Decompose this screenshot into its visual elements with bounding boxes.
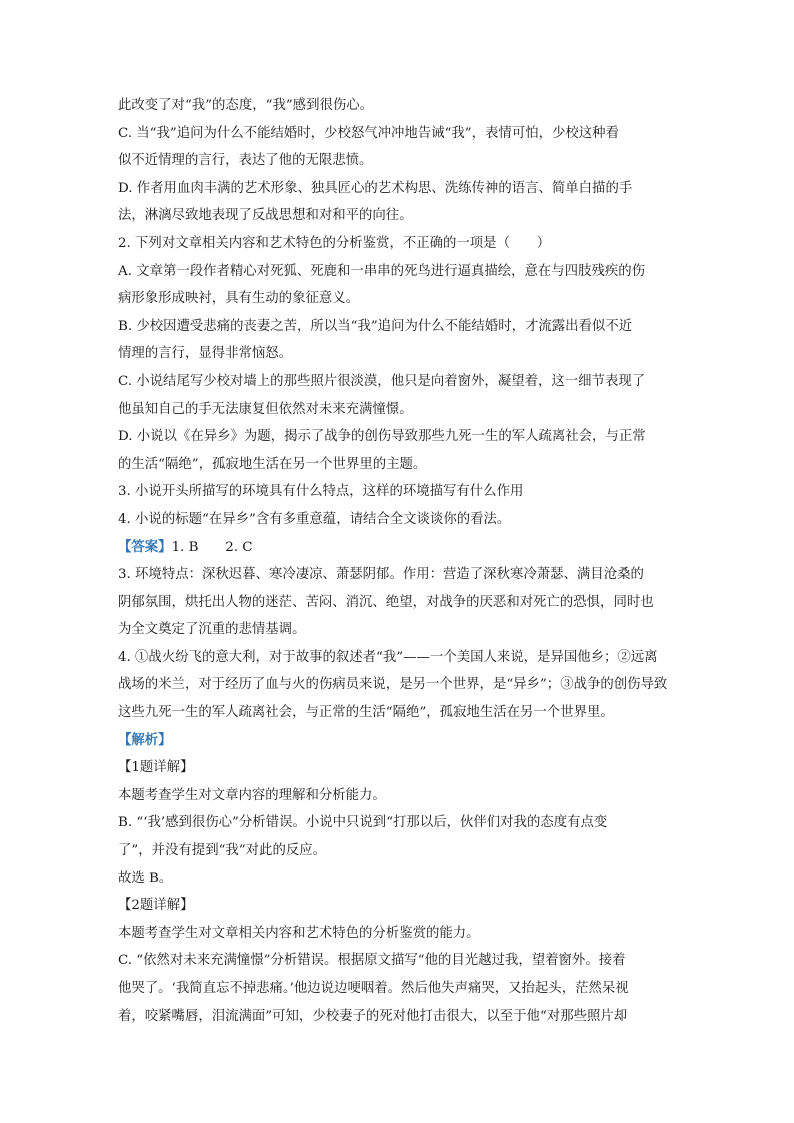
document-page (118, 92, 678, 1030)
question-4-line: 4. 小说的标题“在异乡”含有多重意蕴，请结合全文谈谈你的看法。 (118, 511, 511, 527)
analysis-text-line: B. “‘我’感到很伤心”分析错误。小说中只说到“打那以后，伙伴们对我的态度有点变 (118, 815, 608, 831)
analysis-text-line: 了”，并没有提到“我”对此的反应。 (118, 843, 327, 859)
question-3-line: 3. 小说开头所描写的环境具有什么特点，这样的环境描写有什么作用 (118, 484, 524, 500)
analysis-subheading: 【2题详解】 (118, 898, 194, 914)
option-c-line: C. 小说结尾写少校对墙上的那些照片很淡漠，他只是向着窗外，凝望着，这一细节表现了 (118, 373, 646, 389)
answer-block (118, 534, 678, 727)
text-line: 病形象形成映衬，具有生动的象征意义。 (118, 291, 360, 307)
text-line: 此改变了对“我”的态度，“我”感到很伤心。 (118, 98, 374, 113)
answer-label: 【答案】 (118, 538, 172, 555)
analysis-text-line: C. “依然对未来充满憧憬”分析错误。根据原文描写“他的目光越过我，望着窗外。接着 (118, 953, 626, 969)
analysis-block (118, 727, 678, 1031)
analysis-text-line: 本题考查学生对文章内容的理解和分析能力。 (118, 787, 386, 803)
analysis-text-line: 他哭了。‘我简直忘不掉悲痛。’他边说边哽咽着。然后他失声痛哭，又抬起头，茫然呆视 (118, 981, 629, 996)
option-c-line: C. 当“我”追问为什么不能结婚时，少校怒气冲冲地告诫“我”，表情可怕，少校这种看 (118, 125, 619, 141)
answer-text-line: 这些九死一生的军人疏离社会，与正常的生活“隔绝”，孤寂地生活在另一个世界里。 (118, 705, 614, 721)
text-line: 情理的言行，显得非常恼怒。 (118, 346, 293, 362)
option-d-line: D. 小说以《在异乡》为题，揭示了战争的创伤导致那些九死一生的军人疏离社会，与正常 (118, 429, 646, 445)
answer-text-line: 为全文奠定了沉重的悲情基调。 (118, 622, 306, 638)
option-b-line: B. 少校因遭受悲痛的丧妻之苦，所以当“我”追问为什么不能结婚时，才流露出看似不近 (118, 318, 633, 334)
text-line: 他虽知自己的手无法康复但依然对未来充满憧憬。 (118, 401, 413, 417)
analysis-text-line: 故选 B。 (118, 870, 173, 886)
analysis-label: 【解析】 (118, 731, 172, 748)
option-d-line: D. 作者用血肉丰满的艺术形象、独具匠心的艺术构思、洗练传神的语言、简单白描的手 (118, 180, 633, 196)
text-line: 法，淋漓尽致地表现了反战思想和对和平的向往。 (118, 208, 413, 224)
answer-text-line: 战场的米兰，对于经历了血与火的伤病员来说，是另一个世界，是“异乡”；③战争的创伤导致 (118, 677, 668, 693)
question-block (118, 92, 678, 534)
option-a-line: A. 文章第一段作者精心对死狐、死鹿和一串串的死鸟进行逼真描绘，意在与四肢残疾的伤 (118, 263, 646, 279)
answer-text-line: 4. ①战火纷飞的意大利，对于故事的叙述者“我”——一个美国人来说，是异国他乡；②远离 (118, 649, 658, 665)
question-2-line: 2. 下列对文章相关内容和艺术特色的分析鉴赏，不正确的一项是（ ） (118, 235, 551, 251)
analysis-text-line: 本题考查学生对文章相关内容和艺术特色的分析鉴赏的能力。 (118, 925, 480, 941)
analysis-subheading: 【1题详解】 (118, 760, 194, 776)
analysis-text-line: 着，咬紧嘴唇，泪流满面”可知，少校妻子的死对他打击很大，以至于他“对那些照片却 (118, 1008, 628, 1024)
answer-text-line: 3. 环境特点：深秋迟暮、寒冷凄凉、萧瑟阴郁。作用：营造了深秋寒冷萧瑟、满目沧桑的 (118, 567, 644, 583)
text-line: 的生活“隔绝”，孤寂地生活在另一个世界里的主题。 (118, 456, 427, 472)
text-line: 似不近情理的言行，表达了他的无限悲愤。 (118, 153, 373, 169)
answer-line (118, 534, 678, 562)
answer-choices: 1. B 2. C (171, 539, 253, 555)
answer-text-line: 阴郁氛围，烘托出人物的迷茫、苦闷、消沉、绝望，对战争的厌恶和对死亡的恐惧，同时也 (118, 594, 654, 610)
